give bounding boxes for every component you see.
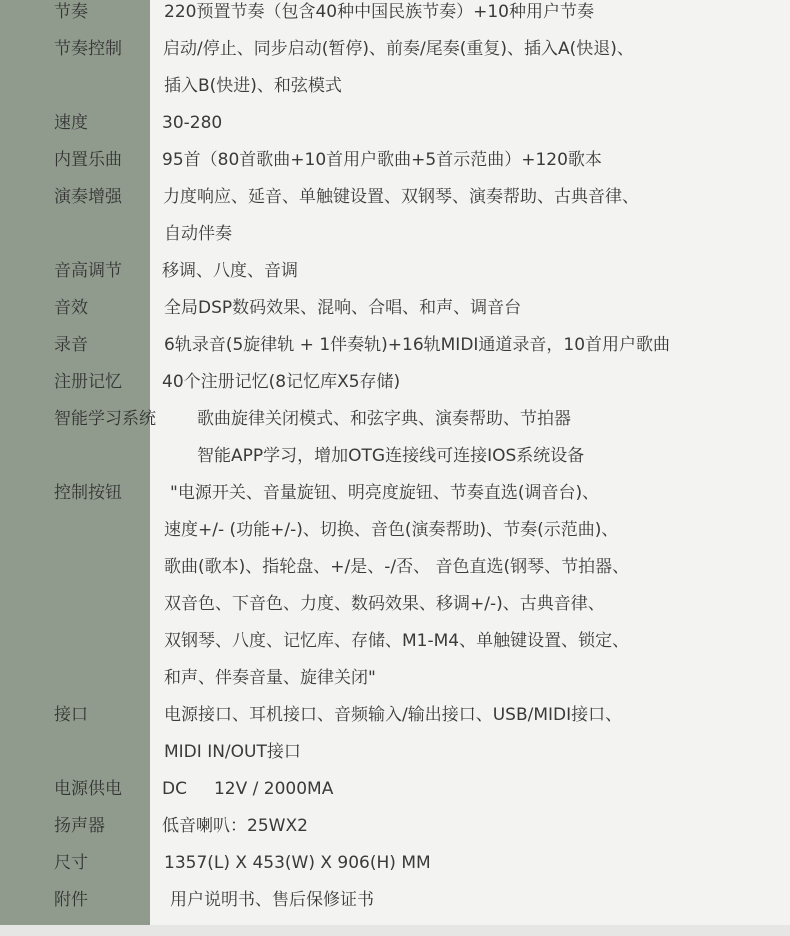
spec-value: 用户说明书、售后保修证书 xyxy=(170,890,374,910)
spec-label: 节奏控制 xyxy=(54,39,122,59)
spec-value: 自动伴奏 xyxy=(164,224,232,244)
spec-value: 插入B(快进)、和弦模式 xyxy=(164,76,342,96)
spec-value: 和声、伴奏音量、旋律关闭" xyxy=(164,668,376,688)
spec-label: 控制按钮 xyxy=(54,483,122,503)
spec-label: 接口 xyxy=(54,705,88,725)
spec-label: 节奏 xyxy=(54,2,88,22)
spec-value: 30-280 xyxy=(162,113,223,133)
spec-value: 220预置节奏（包含40种中国民族节奏）+10种用户节奏 xyxy=(164,2,594,22)
spec-value: 速度+/- (功能+/-)、切换、音色(演奏帮助)、节奏(示范曲)、 xyxy=(164,520,619,540)
bottom-strip xyxy=(0,925,790,936)
spec-label: 音效 xyxy=(54,298,88,318)
spec-value: 歌曲(歌本)、指轮盘、+/是、-/否、 音色直选(钢琴、节拍器、 xyxy=(164,557,630,577)
spec-value: 40个注册记忆(8记忆库X5存储) xyxy=(162,372,401,392)
spec-value: 移调、八度、音调 xyxy=(162,261,298,281)
spec-value: "电源开关、音量旋钮、明亮度旋钮、节奏直选(调音台)、 xyxy=(170,483,600,503)
spec-value: 启动/停止、同步启动(暂停)、前奏/尾奏(重复)、插入A(快退)、 xyxy=(163,39,634,59)
spec-label: 内置乐曲 xyxy=(54,150,122,170)
spec-label: 附件 xyxy=(54,890,88,910)
spec-value: 电源接口、耳机接口、音频输入/输出接口、USB/MIDI接口、 xyxy=(164,705,623,725)
spec-label: 电源供电 xyxy=(54,779,122,799)
spec-label: 速度 xyxy=(54,113,88,133)
spec-label: 录音 xyxy=(54,335,88,355)
spec-label: 注册记忆 xyxy=(54,372,122,392)
spec-value: 双钢琴、八度、记忆库、存储、M1-M4、单触键设置、锁定、 xyxy=(164,631,630,651)
spec-value: 低音喇叭：25WX2 xyxy=(162,816,308,836)
spec-value: 双音色、下音色、力度、数码效果、移调+/-)、古典音律、 xyxy=(164,594,605,614)
spec-value: MIDI IN/OUT接口 xyxy=(164,742,301,762)
spec-label: 扬声器 xyxy=(54,816,105,836)
spec-value: 智能APP学习，增加OTG连接线可连接IOS系统设备 xyxy=(197,446,585,466)
spec-label: 尺寸 xyxy=(54,853,88,873)
spec-value: 6轨录音(5旋律轨 + 1伴奏轨)+16轨MIDI通道录音，10首用户歌曲 xyxy=(164,335,671,355)
spec-value: 95首（80首歌曲+10首用户歌曲+5首示范曲）+120歌本 xyxy=(162,150,602,170)
spec-label: 演奏增强 xyxy=(54,187,122,207)
spec-value: DC 12V / 2000MA xyxy=(162,779,334,799)
spec-label: 智能学习系统 xyxy=(54,409,156,429)
spec-value: 全局DSP数码效果、混响、合唱、和声、调音台 xyxy=(164,298,522,318)
spec-value: 力度响应、延音、单触键设置、双钢琴、演奏帮助、古典音律、 xyxy=(163,187,639,207)
spec-label: 音高调节 xyxy=(54,261,122,281)
spec-value: 1357(L) X 453(W) X 906(H) MM xyxy=(164,853,431,873)
spec-value: 歌曲旋律关闭模式、和弦字典、演奏帮助、节拍器 xyxy=(197,409,571,429)
